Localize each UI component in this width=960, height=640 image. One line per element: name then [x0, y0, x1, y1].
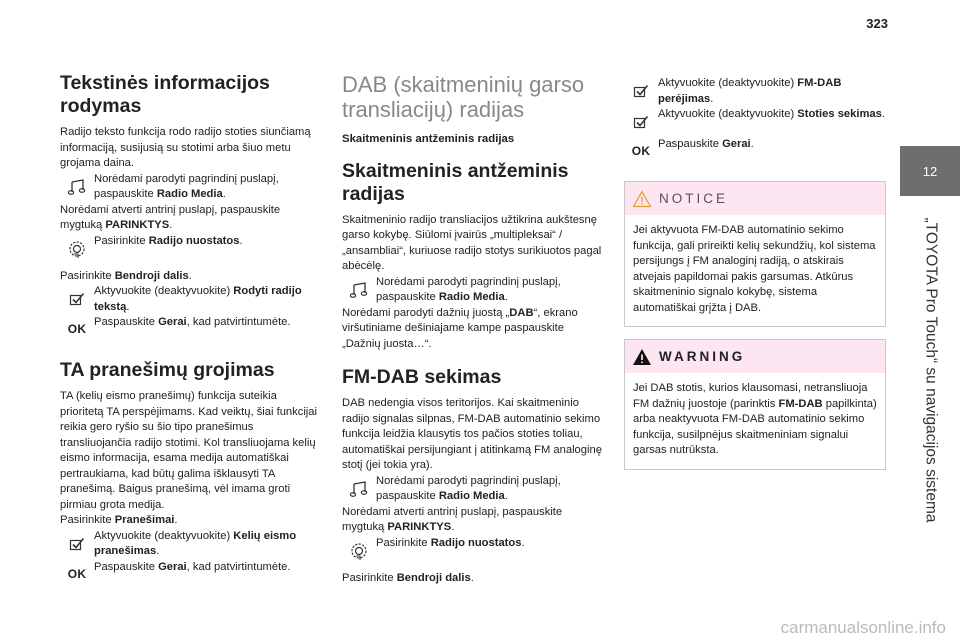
column-1	[60, 70, 322, 590]
step-text: Pasirinkite Radijo nuostatos.	[94, 234, 243, 247]
subheading-dab: Skaitmeninis antžeminis radijas	[342, 133, 515, 145]
column-2	[342, 70, 604, 586]
step-open-main-page	[342, 474, 604, 505]
step-text: Aktyvuokite (deaktyvuokite) Rodyti radijo tekstą.	[94, 285, 302, 313]
warning-box	[624, 339, 886, 470]
step-text: Paspauskite Gerai.	[658, 138, 754, 150]
checkbox-icon	[60, 529, 94, 559]
warning-triangle-icon	[625, 340, 659, 373]
step-text: Paspauskite Gerai, kad patvirtintumėte.	[94, 560, 291, 573]
chapter-tab[interactable]: 12	[900, 146, 960, 196]
step-open-main-page	[342, 275, 604, 306]
step-open-main-page	[60, 172, 322, 203]
step-confirm	[60, 315, 322, 345]
heading-ta: TA pranešimų grojimas	[60, 359, 275, 381]
menu-text: Norėdami atverti antrinį puslapį, paspauskite mygtuką PARINKTYS.	[60, 203, 281, 231]
step-fm-dab-switch	[624, 76, 886, 107]
settings-gear-icon	[60, 234, 94, 264]
menu-text: Norėdami atverti antrinį puslapį, paspauskite mygtuką PARINKTYS.	[342, 505, 563, 533]
fm-dab-intro: DAB nedengia visos teritorijos. Kai skaitmeninio radijo signalas silpnas, FM-DAB automatinio sekimo funkcija leidžia klausytis tos pačios stoties toliau, automatiškai persijungiant į atitinkamą FM analoginę stotį (jei tokia yra).	[342, 397, 602, 471]
watermark: carmanualsonline.info	[780, 618, 946, 637]
ta-intro: TA (kelių eismo pranešimų) funkcija suteikia prioritetą TA perspėjimams. Kad veiktų, šiai funkcijai reikia gero ryšio su šio tipo pranešimus transliuojančia radijo stotimi. Kol transliuojama kelių eismo informacija, esama medija automatiškai pertraukiama, kad būtų galima išklausyti TA pranešimą. Baigus pranešimą, vėl imama groti pirmiau grota medija.	[60, 390, 318, 511]
warning-header	[625, 340, 885, 373]
notice-title: NOTICE	[659, 190, 729, 206]
step-show-radio-text	[60, 284, 322, 315]
step-text: Aktyvuokite (deaktyvuokite) FM-DAB perėjimas.	[658, 77, 842, 105]
chapter-title: „TOYOTA Pro Touch“ su navigacijos sistema	[922, 217, 940, 523]
warning-title: WARNING	[659, 348, 746, 364]
radio-text-intro: Radijo teksto funkcija rodo radijo stoties siunčiamą informaciją, susijusią su stotimi arba šiuo metu grojama daina.	[60, 126, 311, 169]
ok-icon: OK	[67, 566, 87, 581]
notice-box	[624, 181, 886, 327]
digital-radio-intro: Skaitmeninio radijo transliacijos užtikrina aukštesnę garso kokybę. Siūlomi įvairūs „multipleksai“ / „ansambliai“, kuriuose radijo stotys surikiuotos pagal abėcėlę.	[342, 213, 602, 272]
step-traffic-announcement	[60, 529, 322, 560]
music-note-icon	[60, 172, 94, 202]
checkbox-icon	[60, 284, 94, 314]
step-text: Aktyvuokite (deaktyvuokite) Kelių eismo pranešimas.	[94, 529, 297, 557]
step-station-follow	[624, 107, 886, 137]
ok-icon: OK	[67, 322, 87, 337]
notice-triangle-icon	[625, 182, 659, 215]
step-radio-settings	[60, 234, 322, 264]
step-confirm	[60, 560, 322, 590]
page-number: 323	[866, 16, 888, 31]
select-announcements: Pasirinkite Pranešimai.	[60, 514, 178, 526]
ok-icon: OK	[631, 144, 651, 159]
heading-digital-radio: Skaitmeninis antžeminis radijas	[342, 159, 569, 205]
step-text: Norėdami parodyti pagrindinį puslapį, paspauskite Radio Media.	[94, 172, 279, 200]
checkbox-icon	[624, 107, 658, 137]
step-radio-settings	[342, 536, 604, 566]
step-text: Paspauskite Gerai, kad patvirtintumėte.	[94, 316, 291, 328]
select-general: Pasirinkite Bendroji dalis.	[342, 571, 474, 584]
step-text: Aktyvuokite (deaktyvuokite) Stoties sekimas.	[658, 108, 885, 120]
band-text: Norėdami parodyti dažnių juostą „DAB“, ekrano viršutiniame dešiniajame kampe paspauskite „Dažnių juosta…“.	[342, 306, 578, 350]
select-general: Pasirinkite Bendroji dalis.	[60, 269, 192, 282]
notice-header	[625, 182, 885, 215]
music-note-icon	[342, 275, 376, 305]
checkbox-icon	[624, 76, 658, 106]
step-confirm	[624, 137, 886, 167]
notice-text: Jei aktyvuota FM-DAB automatinio sekimo funkcija, gali prireikti kelių sekundžių, kol sistema persijungs į FM analoginį radiją, o atskirais atvejais papildomai pakis garsumas. Atkūrus skaitmeninio signalo kokybę, sistema automatiškai grįžta į DAB.	[633, 224, 876, 314]
step-text: Norėdami parodyti pagrindinį puslapį, paspauskite Radio Media.	[376, 474, 561, 502]
warning-text: Jei DAB stotis, kurios klausomasi, netransliuoja FM dažnių juostoje (parinktis FM-DAB papilkinta) arba neaktyvuota FM-DAB automatinio sekimo funkcija, susilpnėjus skaitmeniniam signalui garsas nutrūksta.	[633, 382, 877, 456]
settings-gear-icon	[342, 536, 376, 566]
heading-fm-dab: FM-DAB sekimas	[342, 366, 502, 388]
music-note-icon	[342, 474, 376, 504]
step-text: Norėdami parodyti pagrindinį puslapį, paspauskite Radio Media.	[376, 275, 561, 303]
column-3	[624, 76, 886, 470]
step-text: Pasirinkite Radijo nuostatos.	[376, 536, 525, 549]
chapter-title-vertical	[913, 205, 947, 535]
heading-dab: DAB (skaitmeninių garso transliacijų) radijas	[342, 72, 585, 122]
heading-radio-text: Tekstinės informacijos rodymas	[60, 72, 270, 117]
